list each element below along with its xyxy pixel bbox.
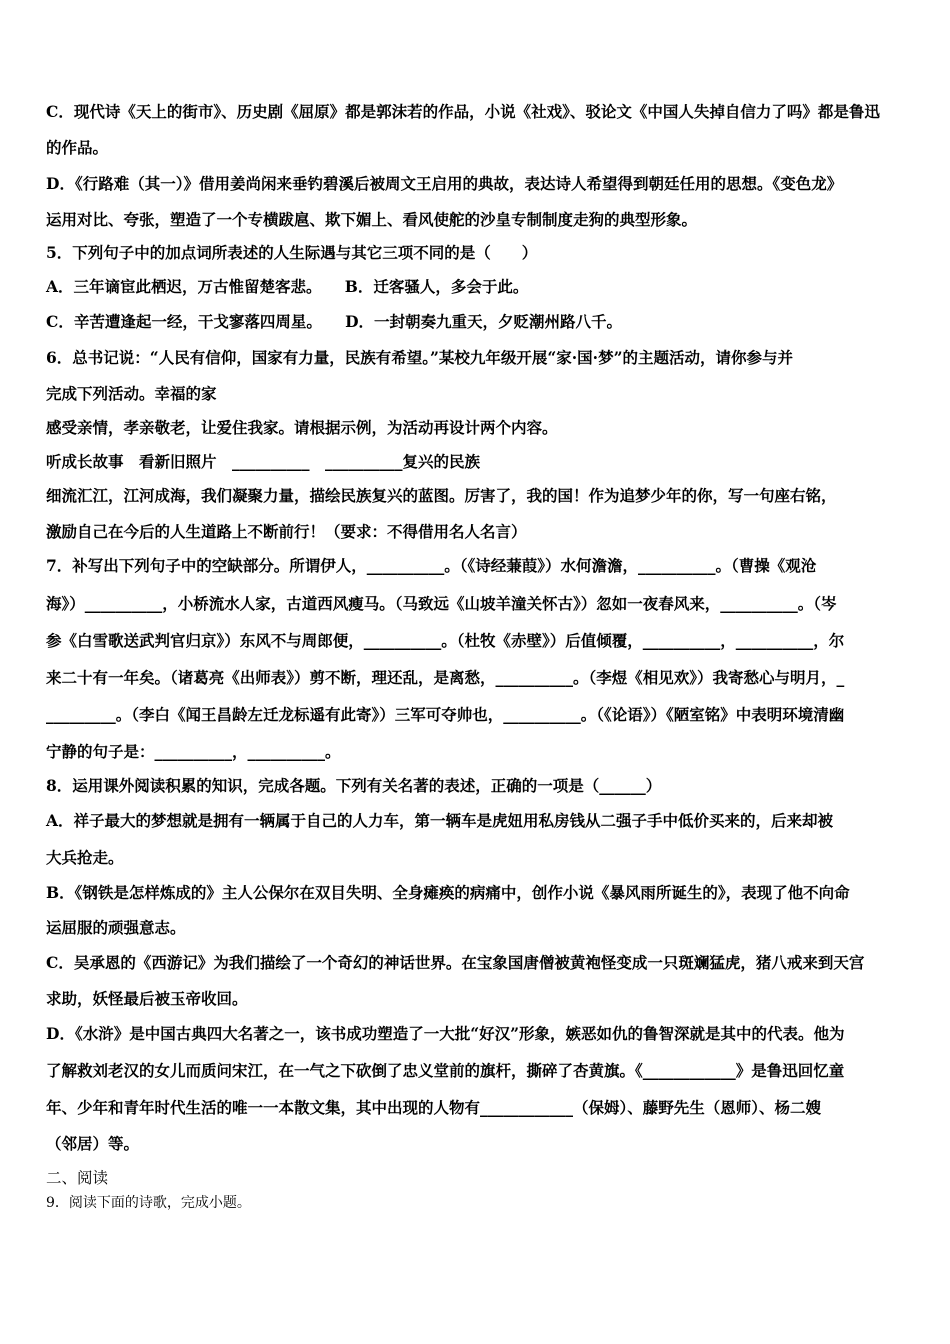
question-7-line-6: 宁静的句子是：__________，__________。	[46, 742, 341, 761]
question-8-fill-blank: 年、少年和青年时代生活的唯一一本散文集，其中出现的人物有____________（保姆）、藤野先生（恩师）、杨二嫂	[46, 1098, 822, 1117]
question-6-example: 听成长故事 看新旧照片 __________ __________复兴的民族	[46, 452, 481, 471]
question-8-stem: 8．运用课外阅读积累的知识，完成各题。下列有关名著的表述，正确的一项是（______）	[46, 776, 662, 795]
question-8-fill-blank-cont: （邻居）等。	[46, 1134, 140, 1153]
option-d-text: D．《行路难（其一）》借用姜尚闲来垂钓碧溪后被周文王启用的典故，表达诗人希望得到朝廷任用的思想。《变色龙》	[46, 174, 843, 193]
option-d-text-cont: 运用对比、夸张，塑造了一个专横跋扈、欺下媚上、看风使舵的沙皇专制制度走狗的典型形象。	[46, 210, 698, 229]
question-5-options-cd: C．辛苦遭逢起一经，干戈寥落四周星。 D．一封朝奏九重天，夕贬潮州路八千。	[46, 312, 623, 331]
question-5-options-ab: A．三年谪宦此栖迟，万古惟留楚客悲。 B．迁客骚人，多会于此。	[46, 277, 529, 296]
question-8-option-d-cont: 了解救刘老汉的女儿而质问宋江，在一气之下砍倒了忠义堂前的旗杆，撕碎了杏黄旗。《____________》是鲁迅回忆童	[46, 1061, 845, 1080]
question-6-motto-prompt-cont: 激励自己在今后的人生道路上不断前行！（要求：不得借用名人名言）	[46, 522, 527, 541]
question-9-stem: 9．阅读下面的诗歌，完成小题。	[46, 1195, 251, 1211]
question-8-option-a: A．祥子最大的梦想就是拥有一辆属于自己的人力车，第一辆车是虎妞用私房钱从二强子手中低价买来的，后来却被	[46, 811, 834, 830]
question-8-option-b: B．《钢铁是怎样炼成的》主人公保尔在双目失明、全身瘫痪的病痛中，创作小说《暴风雨所诞生的》，表现了他不向命	[46, 883, 850, 902]
question-8-option-d: D．《水浒》是中国古典四大名著之一，该书成功塑造了一大批“好汉”形象，嫉恶如仇的鲁智深就是其中的代表。他为	[46, 1024, 845, 1043]
question-8-option-c: C．吴承恩的《西游记》为我们描绘了一个奇幻的神话世界。在宝象国唐僧被黄袍怪变成一只斑斓猛虎，猪八戒来到天宫	[46, 953, 865, 972]
question-6-stem: 6．总书记说：“人民有信仰，国家有力量，民族有希望。”某校九年级开展“家·国·梦”的主题活动，请你参与并	[46, 348, 793, 367]
question-7-line-4: 来二十有一年矣。（诸葛亮《出师表》）剪不断，理还乱，是离愁，__________。（李煜《相见欢》）我寄愁心与明月，_	[46, 668, 845, 687]
question-6-stem-cont: 完成下列活动。幸福的家	[46, 384, 217, 403]
question-6-motto-prompt: 细流汇江，江河成海，我们凝聚力量，描绘民族复兴的蓝图。厉害了，我的国！作为追梦少年的你，写一句座右铭，	[46, 486, 837, 505]
question-7-line-2: 海》）__________，小桥流水人家，古道西风瘦马。（马致远《山坡羊潼关怀古》）忽如一夜春风来，__________。（岑	[46, 594, 837, 613]
question-8-option-b-cont: 运屈服的顽强意志。	[46, 918, 186, 937]
option-c-text: C．现代诗《天上的街市》、历史剧《屈原》都是郭沫若的作品，小说《社戏》、驳论文《中国人失掉自信力了吗》都是鲁迅	[46, 102, 880, 121]
question-7-line-5: _________。（李白《闻王昌龄左迁龙标遥有此寄》）三军可夺帅也，__________。（《论语》）《陋室铭》中表明环境清幽	[46, 705, 845, 724]
option-c-text-cont: 的作品。	[46, 138, 109, 157]
question-7-line-1: 7．补写出下列句子中的空缺部分。所谓伊人，__________。（《诗经蒹葭》）水何澹澹，__________。（曹操《观沧	[46, 556, 817, 575]
question-7-line-3: 参《白雪歌送武判官归京》）东风不与周郎便，__________。（杜牧《赤壁》）后值倾覆，__________，__________，尔	[46, 631, 845, 650]
question-6-instruction: 感受亲情，孝亲敬老，让爱住我家。请根据示例，为活动再设计两个内容。	[46, 418, 558, 437]
question-8-option-a-cont: 大兵抢走。	[46, 848, 124, 867]
question-8-option-c-cont: 求助，妖怪最后被玉帝收回。	[46, 989, 248, 1008]
question-5-stem: 5．下列句子中的加点词所表述的人生际遇与其它三项不同的是（ ）	[46, 243, 538, 262]
section-heading-reading: 二、阅读	[46, 1169, 109, 1187]
